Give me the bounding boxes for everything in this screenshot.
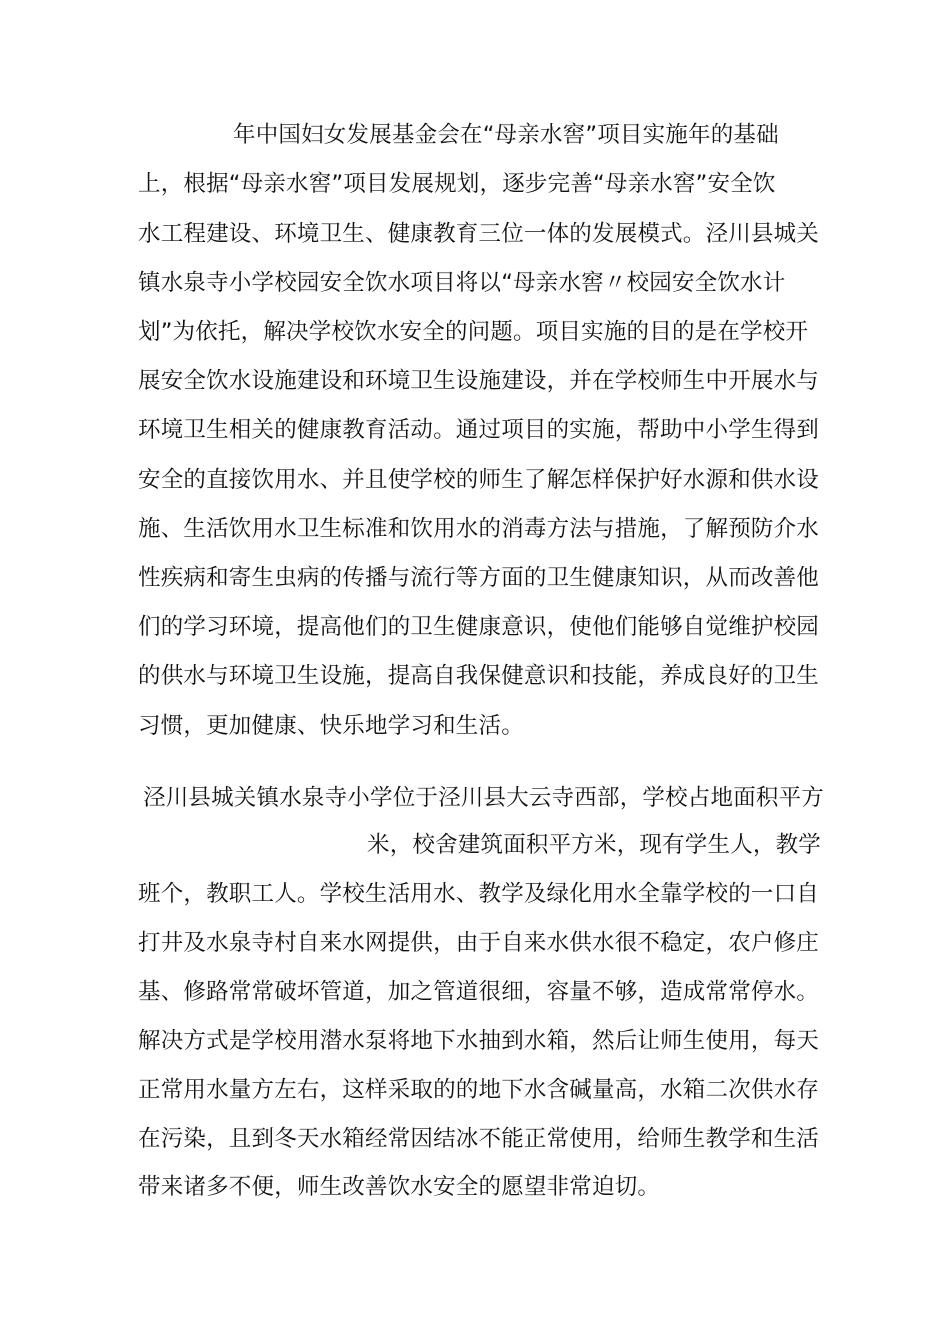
paragraph-line: 正常用水量方左右，这样采取的的地下水含碱量高，水箱二次供水存 <box>138 1077 820 1103</box>
paragraph-line: 展安全饮水设施建设和环境卫生设施建设，并在学校师生中开展水与 <box>138 368 820 394</box>
paragraph-line: 带来诸多不便，师生改善饮水安全的愿望非常迫切。 <box>138 1174 661 1200</box>
paragraph-line: 泾川县城关镇水泉寺小学位于泾川县大云寺西部，学校占地面积平方 <box>143 785 825 811</box>
paragraph-line: 水工程建设、环境卫生、健康教育三位一体的发展模式。泾川县城关 <box>138 221 820 247</box>
paragraph-line: 施、生活饮用水卫生标准和饮用水的消毒方法与措施，了解预防介水 <box>138 516 820 542</box>
paragraph-line: 打井及水泉寺村自来水网提供，由于自来水供水很不稳定，农户修庄 <box>138 930 820 956</box>
paragraph-line: 们的学习环境，提高他们的卫生健康意识，使他们能够自觉维护校园 <box>138 614 820 640</box>
paragraph-line: 米，校舍建筑面积平方米，现有学生人，教学 <box>367 832 822 858</box>
paragraph-line: 习惯，更加健康、快乐地学习和生活。 <box>138 713 524 739</box>
paragraph-line: 环境卫生相关的健康教育活动。通过项目的实施，帮助中小学生得到 <box>138 417 820 443</box>
paragraph-line: 解决方式是学校用潜水泵将地下水抽到水箱，然后让师生使用，每天 <box>138 1028 820 1054</box>
paragraph-line: 性疾病和寄生虫病的传播与流行等方面的卫生健康知识，从而改善他 <box>138 565 820 591</box>
paragraph-line: 划”为依托，解决学校饮水安全的问题。项目实施的目的是在学校开 <box>138 319 809 345</box>
paragraph-line: 安全的直接饮用水、并且使学校的师生了解怎样保护好水源和供水设 <box>138 467 820 493</box>
paragraph-line: 班个，教职工人。学校生活用水、教学及绿化用水全靠学校的一口自 <box>138 881 820 907</box>
paragraph-line: 基、修路常常破坏管道，加之管道很细，容量不够，造成常常停水。 <box>138 979 820 1005</box>
paragraph-line: 的供水与环境卫生设施，提高自我保健意识和技能，养成良好的卫生 <box>138 663 820 689</box>
paragraph-line: 上，根据“母亲水窖”项目发展规划，逐步完善“母亲水窖”安全饮 <box>138 171 776 197</box>
paragraph-line: 年中国妇女发展基金会在“母亲水窖”项目实施年的基础 <box>233 122 779 148</box>
paragraph-line: 镇水泉寺小学校园安全饮水项目将以“母亲水窖〃校园安全饮水计 <box>138 270 786 296</box>
paragraph-line: 在污染，且到冬天水箱经常因结冰不能正常使用，给师生教学和生活 <box>138 1126 820 1152</box>
